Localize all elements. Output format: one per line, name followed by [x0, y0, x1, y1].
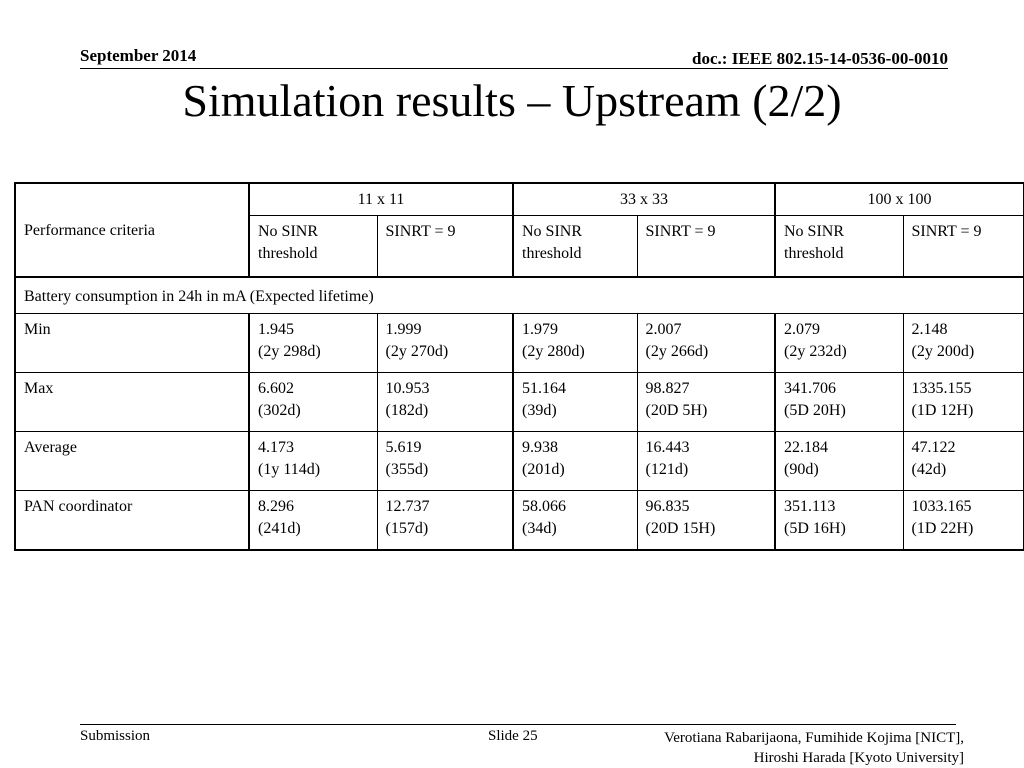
lifetime: (2y 200d)	[911, 342, 975, 360]
value: 4.173	[258, 439, 294, 457]
lifetime: (90d)	[784, 461, 819, 479]
data-cell	[637, 313, 775, 372]
lifetime: (2y 266d)	[645, 342, 709, 360]
value: 1.999	[385, 320, 422, 338]
group-header-33x33	[513, 183, 775, 215]
value: 8.296	[258, 498, 294, 516]
value: 1.945	[258, 320, 294, 338]
lifetime: (121d)	[645, 461, 689, 479]
data-cell	[377, 372, 513, 431]
lifetime: (42d)	[911, 461, 947, 479]
value: 51.164	[522, 379, 566, 397]
data-cell	[513, 491, 637, 550]
lifetime: (2y 298d)	[258, 342, 321, 360]
value: 9.938	[522, 439, 558, 457]
value: 2.148	[911, 320, 948, 338]
value: 98.827	[645, 379, 690, 397]
footer-slide-number: Slide 25	[488, 728, 538, 744]
lifetime: (1D 12H)	[911, 401, 974, 419]
lifetime: (5D 20H)	[784, 401, 846, 419]
footer-submission: Submission	[80, 728, 151, 744]
group-header-11x11	[249, 183, 513, 215]
subheader-cell	[637, 215, 775, 277]
header-doc-id: doc.: IEEE 802.15-14-0536-00-0010	[692, 49, 948, 68]
row-label-cell	[15, 372, 249, 431]
row-label-cell	[15, 313, 249, 372]
criteria-header-cell	[15, 183, 249, 277]
lifetime: (1D 22H)	[911, 520, 974, 538]
row-label-cell	[15, 432, 249, 491]
subheader-cell	[775, 215, 903, 277]
group-label: 33 x 33	[620, 191, 668, 209]
subheader-line: SINRT = 9	[911, 222, 982, 240]
table-row	[15, 372, 1024, 431]
lifetime: (20D 15H)	[645, 520, 716, 538]
footer-authors-line: Hiroshi Harada [Kyoto University]	[753, 750, 964, 766]
subheader-cell	[249, 215, 377, 277]
lifetime: (182d)	[385, 401, 429, 419]
footer-authors-line: Verotiana Rabarijaona, Fumihide Kojima [NICT],	[664, 730, 964, 746]
value: 58.066	[522, 498, 566, 516]
subheader-line: SINRT = 9	[645, 222, 716, 240]
value: 341.706	[784, 379, 836, 397]
data-cell	[637, 491, 775, 550]
lifetime: (20D 5H)	[645, 401, 708, 419]
lifetime: (2y 232d)	[784, 342, 847, 360]
lifetime: (201d)	[522, 461, 565, 479]
subheader-line: No SINR	[784, 222, 845, 240]
data-cell	[775, 491, 903, 550]
data-cell	[903, 432, 1024, 491]
row-label: Average	[24, 439, 77, 457]
subheader-line: threshold	[258, 244, 318, 262]
value: 1.979	[522, 320, 558, 338]
value: 5.619	[385, 439, 422, 457]
value: 6.602	[258, 379, 294, 397]
subheader-cell	[903, 215, 1024, 277]
section-label: Battery consumption in 24h in mA (Expected lifetime)	[24, 287, 374, 305]
footer-authors	[664, 728, 964, 768]
data-cell	[513, 432, 637, 491]
subheader-cell	[377, 215, 513, 277]
header-rule	[80, 68, 948, 69]
row-label: Min	[24, 320, 51, 338]
value: 22.184	[784, 439, 828, 457]
value: 1335.155	[911, 379, 972, 397]
subheader-cell	[513, 215, 637, 277]
data-cell	[377, 432, 513, 491]
header-date: September 2014	[80, 46, 197, 65]
row-label: PAN coordinator	[24, 498, 133, 516]
value: 47.122	[911, 439, 956, 457]
results-table	[14, 182, 1024, 551]
subheader-line: threshold	[784, 244, 844, 262]
data-cell	[903, 372, 1024, 431]
lifetime: (241d)	[258, 520, 301, 538]
table-row	[15, 491, 1024, 550]
value: 16.443	[645, 439, 690, 457]
subheader-line: No SINR	[258, 222, 319, 240]
value: 96.835	[645, 498, 690, 516]
table-row	[15, 432, 1024, 491]
lifetime: (2y 280d)	[522, 342, 585, 360]
lifetime: (2y 270d)	[385, 342, 449, 360]
data-cell	[637, 432, 775, 491]
subheader-line: SINRT = 9	[385, 222, 456, 240]
data-cell	[249, 491, 377, 550]
data-cell	[637, 372, 775, 431]
table-row	[15, 313, 1024, 372]
subheader-line: No SINR	[522, 222, 583, 240]
data-cell	[377, 313, 513, 372]
group-label: 11 x 11	[357, 191, 405, 209]
value: 351.113	[784, 498, 836, 516]
data-cell	[249, 372, 377, 431]
criteria-label: Performance criteria	[24, 222, 156, 240]
subheader-line: threshold	[522, 244, 582, 262]
lifetime: (1y 114d)	[258, 461, 321, 479]
value: 1033.165	[911, 498, 972, 516]
group-label: 100 x 100	[867, 191, 932, 209]
footer-rule	[80, 724, 956, 725]
section-row	[15, 277, 1024, 313]
data-cell	[903, 313, 1024, 372]
value: 12.737	[385, 498, 430, 516]
lifetime: (157d)	[385, 520, 429, 538]
data-cell	[249, 313, 377, 372]
group-header-100x100	[775, 183, 1024, 215]
lifetime: (302d)	[258, 401, 301, 419]
data-cell	[377, 491, 513, 550]
data-cell	[903, 491, 1024, 550]
lifetime: (355d)	[385, 461, 429, 479]
row-label: Max	[24, 379, 54, 397]
data-cell	[513, 372, 637, 431]
data-cell	[775, 313, 903, 372]
data-cell	[249, 432, 377, 491]
data-cell	[775, 372, 903, 431]
section-label-cell	[15, 277, 1024, 313]
table-header-row	[15, 183, 1024, 215]
value: 2.079	[784, 320, 820, 338]
value: 2.007	[645, 320, 682, 338]
lifetime: (34d)	[522, 520, 557, 538]
lifetime: (5D 16H)	[784, 520, 846, 538]
results-table-container	[14, 182, 1023, 551]
row-label-cell	[15, 491, 249, 550]
data-cell	[513, 313, 637, 372]
lifetime: (39d)	[522, 401, 557, 419]
value: 10.953	[385, 379, 430, 397]
data-cell	[775, 432, 903, 491]
slide-title: Simulation results – Upstream (2/2)	[182, 75, 842, 126]
